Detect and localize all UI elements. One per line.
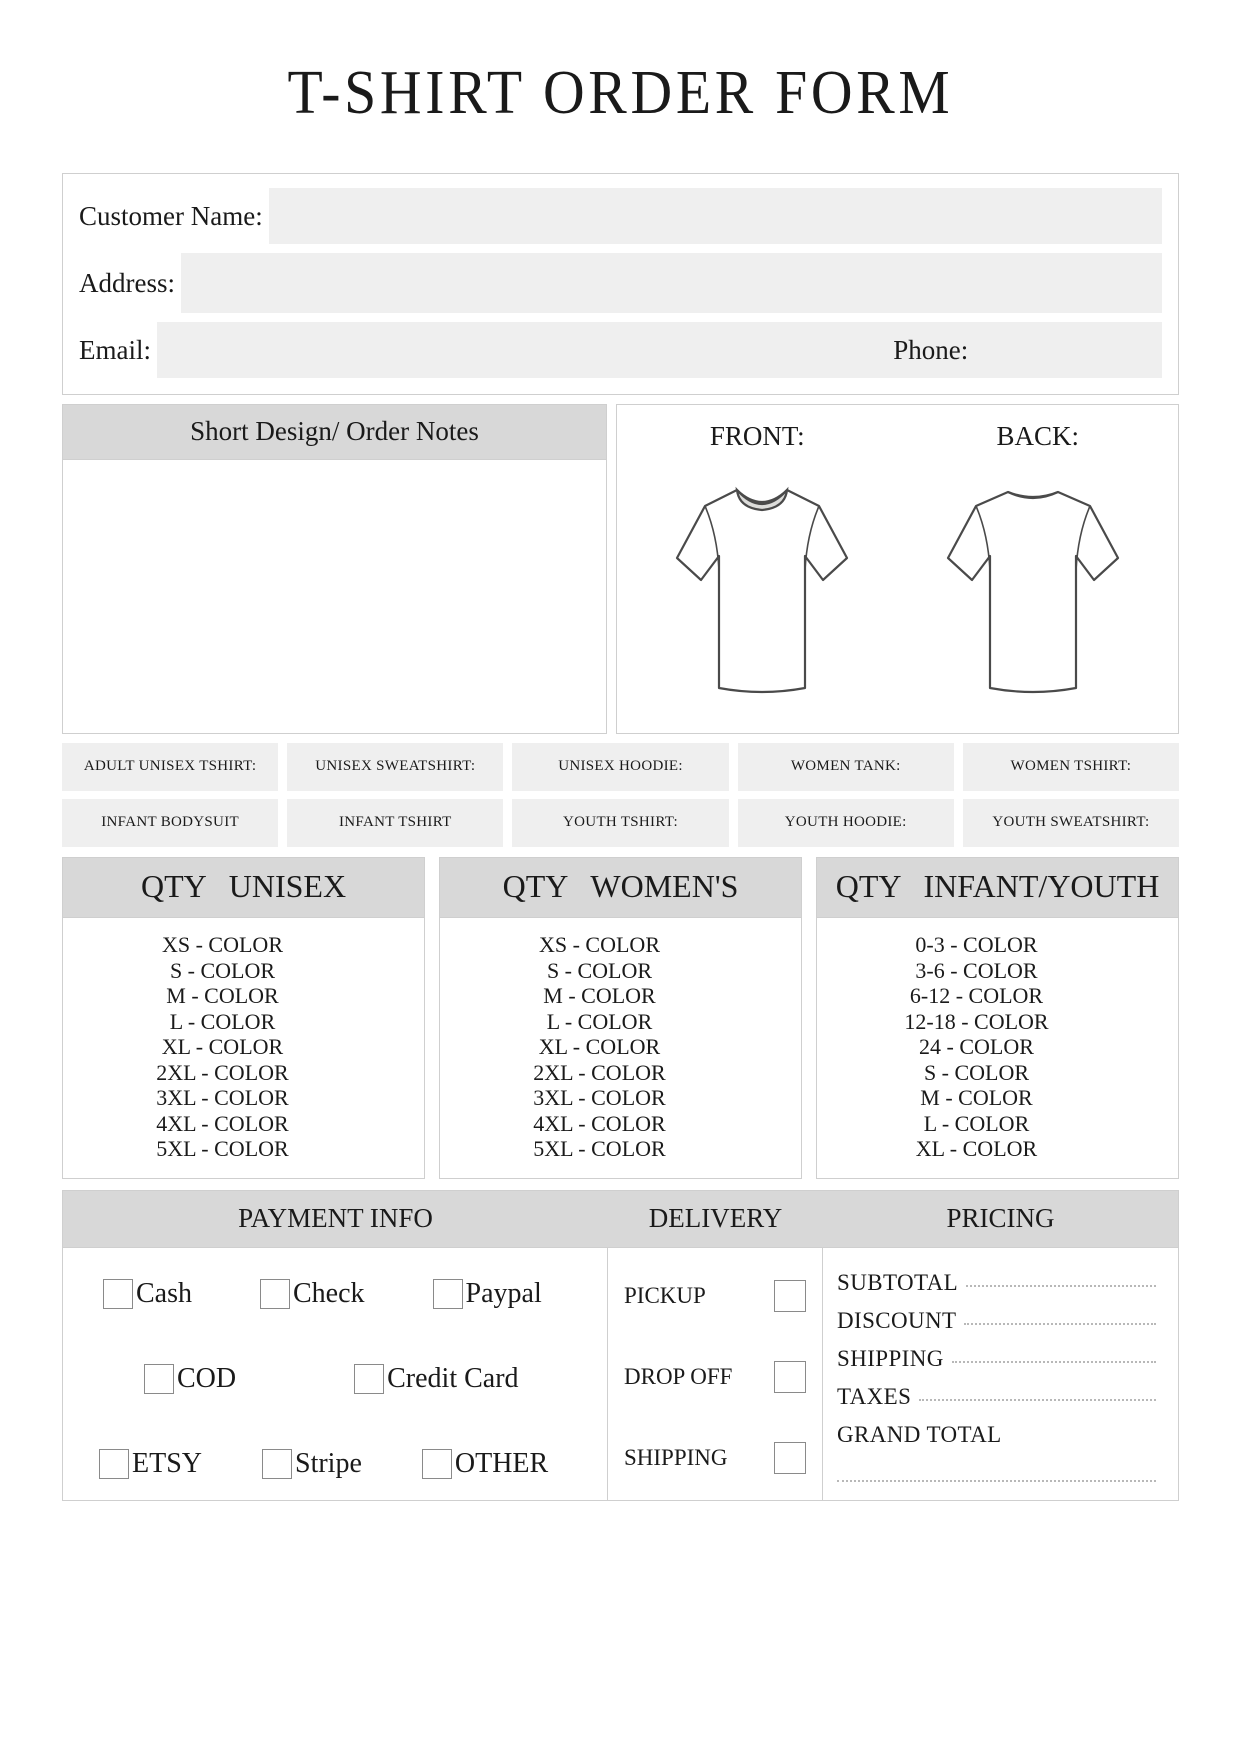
- address-label: Address:: [79, 267, 175, 298]
- delivery-option-label: SHIPPING: [624, 1444, 728, 1470]
- bottom-headers: [63, 1191, 1178, 1248]
- pricing-line-subtotal[interactable]: [837, 1270, 1156, 1296]
- size-row[interactable]: XS - COLOR: [538, 932, 660, 957]
- product-type-unisex-sweatshirt[interactable]: UNISEX SWEATSHIRT:: [287, 743, 503, 791]
- delivery-options: [608, 1248, 823, 1500]
- size-row[interactable]: 6-12 - COLOR: [909, 983, 1044, 1008]
- address-input[interactable]: [181, 253, 1162, 313]
- delivery-header: DELIVERY: [648, 1202, 783, 1233]
- payment-option-cash[interactable]: [103, 1278, 192, 1310]
- size-row[interactable]: L - COLOR: [546, 1008, 653, 1034]
- customer-name-input[interactable]: [269, 188, 1162, 244]
- customer-info-section: [62, 173, 1179, 395]
- checkbox-icon[interactable]: [774, 1361, 806, 1393]
- customer-name-label: Customer Name:: [79, 200, 263, 231]
- delivery-option-shipping[interactable]: [624, 1442, 806, 1474]
- mockup-figures: [617, 452, 1178, 733]
- payment-option-other[interactable]: [422, 1448, 548, 1480]
- size-row[interactable]: 3XL - COLOR: [533, 1085, 666, 1110]
- design-notes-input[interactable]: [62, 459, 607, 734]
- checkbox-icon[interactable]: [774, 1280, 806, 1312]
- payment-option-label: Check: [293, 1277, 365, 1309]
- pricing-header: PRICING: [946, 1202, 1055, 1233]
- qty-label: QTY: [140, 868, 207, 904]
- payment-row-1: [89, 1278, 581, 1310]
- page-title: T-SHIRT ORDER FORM: [287, 59, 954, 127]
- qty-table-womens-body: [439, 917, 802, 1179]
- payment-option-paypal[interactable]: [433, 1278, 542, 1310]
- size-row[interactable]: 2XL - COLOR: [156, 1059, 289, 1085]
- checkbox-icon[interactable]: [774, 1442, 806, 1474]
- checkbox-icon[interactable]: [422, 1449, 452, 1479]
- product-type-youth-hoodie[interactable]: YOUTH HOODIE:: [738, 799, 954, 847]
- checkbox-icon[interactable]: [99, 1449, 129, 1479]
- pricing-label: DISCOUNT: [837, 1307, 957, 1333]
- payment-option-label: Stripe: [295, 1447, 362, 1479]
- qty-table-womens: [439, 857, 802, 1179]
- back-tshirt-icon[interactable]: [938, 474, 1128, 704]
- pricing-value-field[interactable]: [919, 1399, 1156, 1401]
- email-phone-row: [79, 322, 1162, 378]
- payment-option-label: COD: [177, 1362, 237, 1394]
- qty-table-title: WOMEN'S: [590, 868, 739, 904]
- bottom-section: [62, 1190, 1179, 1501]
- payment-option-check[interactable]: [260, 1278, 365, 1310]
- product-type-infant-tshirt[interactable]: INFANT TSHIRT: [287, 799, 503, 847]
- delivery-option-drop-off[interactable]: [624, 1361, 806, 1393]
- design-notes-section: [62, 404, 607, 734]
- product-type-infant-bodysuit[interactable]: INFANT BODYSUIT: [62, 799, 278, 847]
- size-row[interactable]: 12-18 - COLOR: [904, 1008, 1049, 1034]
- product-type-unisex-hoodie[interactable]: UNISEX HOODIE:: [512, 743, 728, 791]
- size-row[interactable]: 24 - COLOR: [919, 1034, 1034, 1059]
- grand-total-label: GRAND TOTAL: [837, 1421, 1002, 1447]
- size-row[interactable]: XL - COLOR: [538, 1034, 661, 1059]
- size-row[interactable]: 2XL - COLOR: [533, 1059, 666, 1085]
- size-row[interactable]: M - COLOR: [166, 983, 279, 1008]
- payment-options: [63, 1248, 608, 1500]
- qty-table-title: INFANT/YOUTH: [923, 868, 1160, 904]
- product-type-youth-sweatshirt[interactable]: YOUTH SWEATSHIRT:: [963, 799, 1179, 847]
- qty-table-infant-youth-header: [816, 857, 1179, 917]
- size-row[interactable]: S - COLOR: [923, 1059, 1030, 1085]
- size-row[interactable]: L - COLOR: [923, 1110, 1030, 1136]
- pricing-value-field[interactable]: [952, 1361, 1156, 1363]
- qty-label: QTY: [502, 868, 569, 904]
- email-label: Email:: [79, 334, 151, 365]
- customer-name-row: [79, 188, 1162, 244]
- product-type-women-tank[interactable]: WOMEN TANK:: [738, 743, 954, 791]
- checkbox-icon[interactable]: [103, 1279, 133, 1309]
- size-row[interactable]: L - COLOR: [169, 1008, 276, 1034]
- mockup-labels: [617, 421, 1178, 452]
- size-row[interactable]: 0-3 - COLOR: [915, 932, 1038, 957]
- qty-table-unisex-body: [62, 917, 425, 1179]
- product-type-row-1: [62, 743, 1179, 791]
- delivery-option-label: PICKUP: [624, 1282, 706, 1308]
- product-type-row-2: [62, 799, 1179, 847]
- phone-label: Phone:: [893, 334, 969, 365]
- payment-info-header: PAYMENT INFO: [238, 1202, 433, 1233]
- checkbox-icon[interactable]: [354, 1364, 384, 1394]
- delivery-option-pickup[interactable]: [624, 1280, 806, 1312]
- checkbox-icon[interactable]: [144, 1364, 174, 1394]
- qty-table-womens-header: [439, 857, 802, 917]
- payment-option-cod[interactable]: [144, 1363, 236, 1395]
- product-type-women-tshirt[interactable]: WOMEN TSHIRT:: [963, 743, 1179, 791]
- payment-option-label: Credit Card: [387, 1362, 519, 1394]
- front-tshirt-icon[interactable]: [667, 474, 857, 704]
- address-row: [79, 253, 1162, 313]
- pricing-label: SUBTOTAL: [837, 1269, 959, 1295]
- size-row[interactable]: S - COLOR: [169, 957, 276, 983]
- payment-row-3: [89, 1448, 581, 1480]
- front-label: FRONT:: [709, 421, 805, 451]
- payment-option-label: Cash: [136, 1277, 192, 1309]
- qty-table-infant-youth: [816, 857, 1179, 1179]
- pricing-line-taxes[interactable]: [837, 1384, 1156, 1410]
- qty-table-unisex-header: [62, 857, 425, 917]
- qty-tables-section: [62, 857, 1179, 1179]
- size-row[interactable]: 4XL - COLOR: [533, 1110, 666, 1136]
- checkbox-icon[interactable]: [433, 1279, 463, 1309]
- size-row[interactable]: 4XL - COLOR: [156, 1110, 289, 1136]
- size-row[interactable]: M - COLOR: [543, 983, 656, 1008]
- size-row[interactable]: XL - COLOR: [915, 1136, 1038, 1161]
- payment-option-label: OTHER: [454, 1447, 549, 1479]
- pricing-value-field[interactable]: [964, 1323, 1156, 1325]
- checkbox-icon[interactable]: [260, 1279, 290, 1309]
- pricing-line-shipping[interactable]: [837, 1346, 1156, 1372]
- back-label: BACK:: [996, 421, 1080, 451]
- size-row[interactable]: XL - COLOR: [161, 1034, 284, 1059]
- qty-table-title: UNISEX: [228, 868, 347, 904]
- payment-option-credit-card[interactable]: [354, 1363, 518, 1395]
- size-row[interactable]: 3XL - COLOR: [156, 1085, 289, 1110]
- grand-total-value-field[interactable]: [837, 1480, 1156, 1482]
- size-row[interactable]: M - COLOR: [920, 1085, 1033, 1110]
- product-type-youth-tshirt[interactable]: YOUTH TSHIRT:: [512, 799, 728, 847]
- delivery-option-label: DROP OFF: [624, 1363, 733, 1389]
- email-phone-field[interactable]: [157, 322, 1162, 378]
- checkbox-icon[interactable]: [262, 1449, 292, 1479]
- pricing-line-discount[interactable]: [837, 1308, 1156, 1334]
- product-type-section: [62, 743, 1179, 847]
- qty-table-unisex: [62, 857, 425, 1179]
- size-row[interactable]: XS - COLOR: [161, 932, 283, 957]
- pricing-summary: [823, 1248, 1178, 1500]
- design-notes-header: Short Design/ Order Notes: [62, 404, 607, 459]
- pricing-value-field[interactable]: [966, 1285, 1156, 1287]
- payment-option-label: ETSY: [132, 1447, 202, 1479]
- bottom-body: [63, 1248, 1178, 1500]
- notes-and-mockup-row: [62, 404, 1179, 734]
- payment-option-stripe[interactable]: [262, 1448, 362, 1480]
- payment-option-etsy[interactable]: [99, 1448, 202, 1480]
- qty-table-infant-youth-body: [816, 917, 1179, 1179]
- payment-option-label: Paypal: [465, 1277, 542, 1309]
- pricing-label: TAXES: [837, 1383, 912, 1409]
- size-row[interactable]: S - COLOR: [546, 957, 653, 983]
- product-type-adult-unisex-tshirt[interactable]: ADULT UNISEX TSHIRT:: [62, 743, 278, 791]
- pricing-label: SHIPPING: [837, 1345, 944, 1371]
- shirt-mockup-section: [616, 404, 1179, 734]
- size-row[interactable]: 5XL - COLOR: [533, 1136, 666, 1161]
- qty-label: QTY: [835, 868, 902, 904]
- size-row[interactable]: 5XL - COLOR: [156, 1136, 289, 1161]
- size-row[interactable]: 3-6 - COLOR: [915, 957, 1038, 983]
- payment-row-2: [89, 1363, 581, 1395]
